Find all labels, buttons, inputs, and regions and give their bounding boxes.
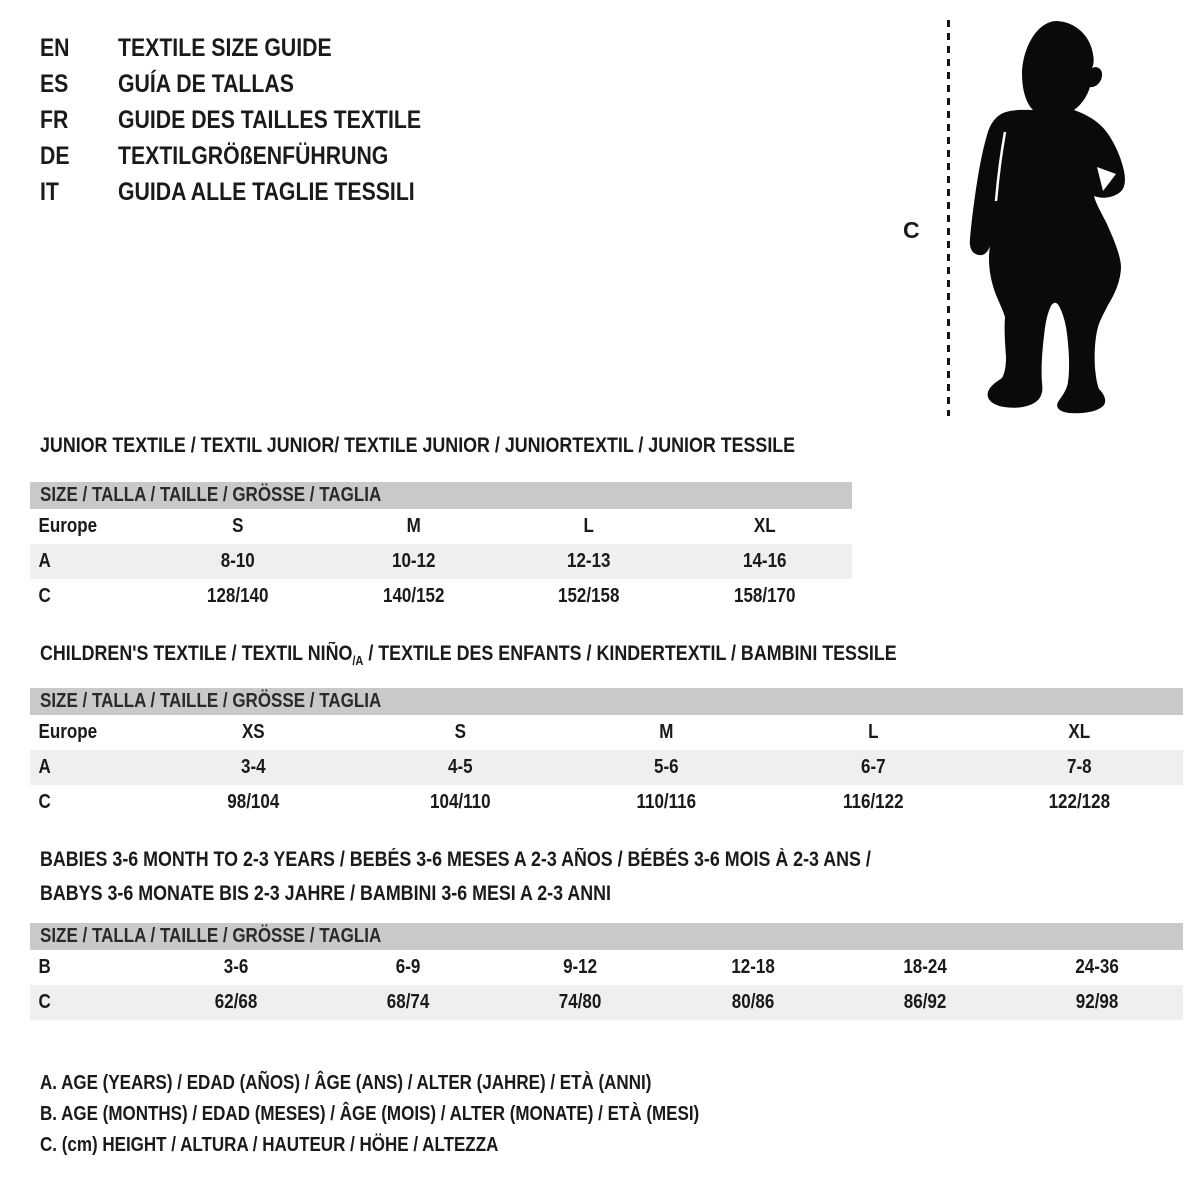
height-value: 158/170 (733, 585, 795, 607)
height-value: 92/98 (1075, 991, 1119, 1013)
measurement-legend (40, 1068, 816, 1161)
size-l: L (583, 515, 594, 537)
age-value: 3-4 (241, 756, 266, 778)
babies-title-line1: BABIES 3-6 MONTH TO 2-3 YEARS / BEBÉS 3-6 MESES A 2-3 AÑOS / BÉBÉS 3-6 MOIS À 2-3 ANS / (40, 848, 871, 871)
language-row-en (40, 30, 475, 66)
legend-line-b: B. AGE (MONTHS) / EDAD (MESES) / ÂGE (MOIS) / ALTER (MONATE) / ETÀ (MESI) (40, 1103, 700, 1125)
section-title-junior (40, 434, 928, 458)
language-code-es: ES (40, 69, 69, 98)
size-s: S (232, 515, 244, 537)
guide-title-de: TEXTILGRÖßENFÜHRUNG (118, 141, 389, 170)
row-label-b: B (38, 956, 51, 978)
language-title-list (40, 30, 475, 210)
junior-row-europe (30, 509, 852, 544)
size-header-label: SIZE / TALLA / TAILLE / GRÖSSE / TAGLIA (40, 484, 382, 506)
language-row-it (40, 174, 475, 210)
size-xs: XS (241, 721, 265, 743)
size-xl: XL (753, 515, 776, 537)
children-row-europe (30, 715, 1183, 750)
children-title-text: CHILDREN'S TEXTILE / TEXTIL $NIÑO_{/A}$ / TEXTILE DES ENFANTS / KINDERTEXTIL / BAMBINI TESSILE (40, 642, 897, 668)
height-value: 62/68 (214, 991, 258, 1013)
row-label-europe: Europe (38, 721, 98, 743)
junior-size-table (30, 482, 852, 614)
age-value: 12-13 (567, 550, 611, 572)
junior-row-height (30, 579, 852, 614)
height-value: 152/158 (558, 585, 620, 607)
children-row-height (30, 785, 1183, 820)
toddler-silhouette-icon (963, 18, 1133, 418)
babies-size-table (30, 923, 1183, 1020)
age-value: 6-7 (860, 756, 886, 778)
months-value: 12-18 (730, 956, 775, 978)
height-value: 86/92 (903, 991, 947, 1013)
age-value: 7-8 (1067, 756, 1092, 778)
children-title-subscript: /A (352, 653, 364, 668)
babies-title-line2: BABYS 3-6 MONATE BIS 2-3 JAHRE / BAMBINI 3-6 MESI A 2-3 ANNI (40, 882, 611, 905)
size-header-label: SIZE / TALLA / TAILLE / GRÖSSE / TAGLIA (40, 690, 382, 712)
months-value: 9-12 (563, 956, 598, 978)
height-dashed-line (947, 20, 950, 416)
size-s: S (454, 721, 466, 743)
age-value: 8-10 (220, 550, 255, 572)
size-header-label: SIZE / TALLA / TAILLE / GRÖSSE / TAGLIA (40, 925, 382, 947)
height-value: 68/74 (386, 991, 430, 1013)
age-value: 10-12 (391, 550, 435, 572)
age-value: 5-6 (654, 756, 679, 778)
height-value: 110/116 (636, 791, 697, 813)
language-code-de: DE (40, 141, 70, 170)
children-size-table (30, 688, 1183, 820)
language-code-en: EN (40, 33, 70, 62)
babies-size-header-bar (30, 923, 1183, 950)
months-value: 3-6 (223, 956, 249, 978)
guide-title-fr: GUIDE DES TAILLES TEXTILE (118, 105, 422, 134)
junior-size-header-bar (30, 482, 852, 509)
age-value: 4-5 (447, 756, 473, 778)
language-row-fr (40, 102, 475, 138)
section-title-babies (40, 843, 1018, 911)
legend-line-a: A. AGE (YEARS) / EDAD (AÑOS) / ÂGE (ANS) / ALTER (JAHRE) / ETÀ (ANNI) (40, 1072, 652, 1094)
row-label-europe: Europe (38, 515, 98, 537)
language-code-fr: FR (40, 105, 69, 134)
height-measure-label: C (903, 217, 920, 243)
row-label-a: A (38, 756, 51, 778)
language-code-it: IT (40, 177, 59, 206)
height-value: 140/152 (382, 585, 444, 607)
guide-title-es: GUÍA DE TALLAS (118, 69, 294, 98)
row-label-c: C (38, 791, 51, 813)
language-row-es (40, 66, 475, 102)
language-row-de (40, 138, 475, 174)
row-label-c: C (38, 991, 51, 1013)
height-value: 116/122 (842, 791, 904, 813)
height-value: 104/110 (429, 791, 491, 813)
guide-title-en: TEXTILE SIZE GUIDE (118, 33, 332, 62)
row-label-c: C (38, 585, 51, 607)
size-m: M (406, 515, 421, 537)
children-size-header-bar (30, 688, 1183, 715)
size-m: M (659, 721, 674, 743)
babies-row-months (30, 950, 1183, 985)
size-l: L (867, 721, 879, 743)
age-value: 14-16 (742, 550, 786, 572)
height-value: 98/104 (227, 791, 280, 813)
junior-row-age (30, 544, 852, 579)
size-xl: XL (1068, 721, 1091, 743)
height-value: 122/128 (1048, 791, 1111, 813)
children-row-age (30, 750, 1183, 785)
junior-title-text: JUNIOR TEXTILE / TEXTIL JUNIOR/ TEXTILE JUNIOR / JUNIORTEXTIL / JUNIOR TESSILE (40, 434, 796, 457)
section-title-children (40, 642, 1048, 668)
months-value: 6-9 (395, 956, 421, 978)
guide-title-it: GUIDA ALLE TAGLIE TESSILI (118, 177, 415, 206)
height-value: 128/140 (207, 585, 269, 607)
height-value: 74/80 (559, 991, 602, 1013)
babies-row-height (30, 985, 1183, 1020)
legend-line-c: C. (cm) HEIGHT / ALTURA / HAUTEUR / HÖHE / ALTEZZA (40, 1134, 499, 1156)
months-value: 24-36 (1075, 956, 1119, 978)
row-label-a: A (38, 550, 51, 572)
months-value: 18-24 (902, 956, 947, 978)
height-value: 80/86 (731, 991, 774, 1013)
